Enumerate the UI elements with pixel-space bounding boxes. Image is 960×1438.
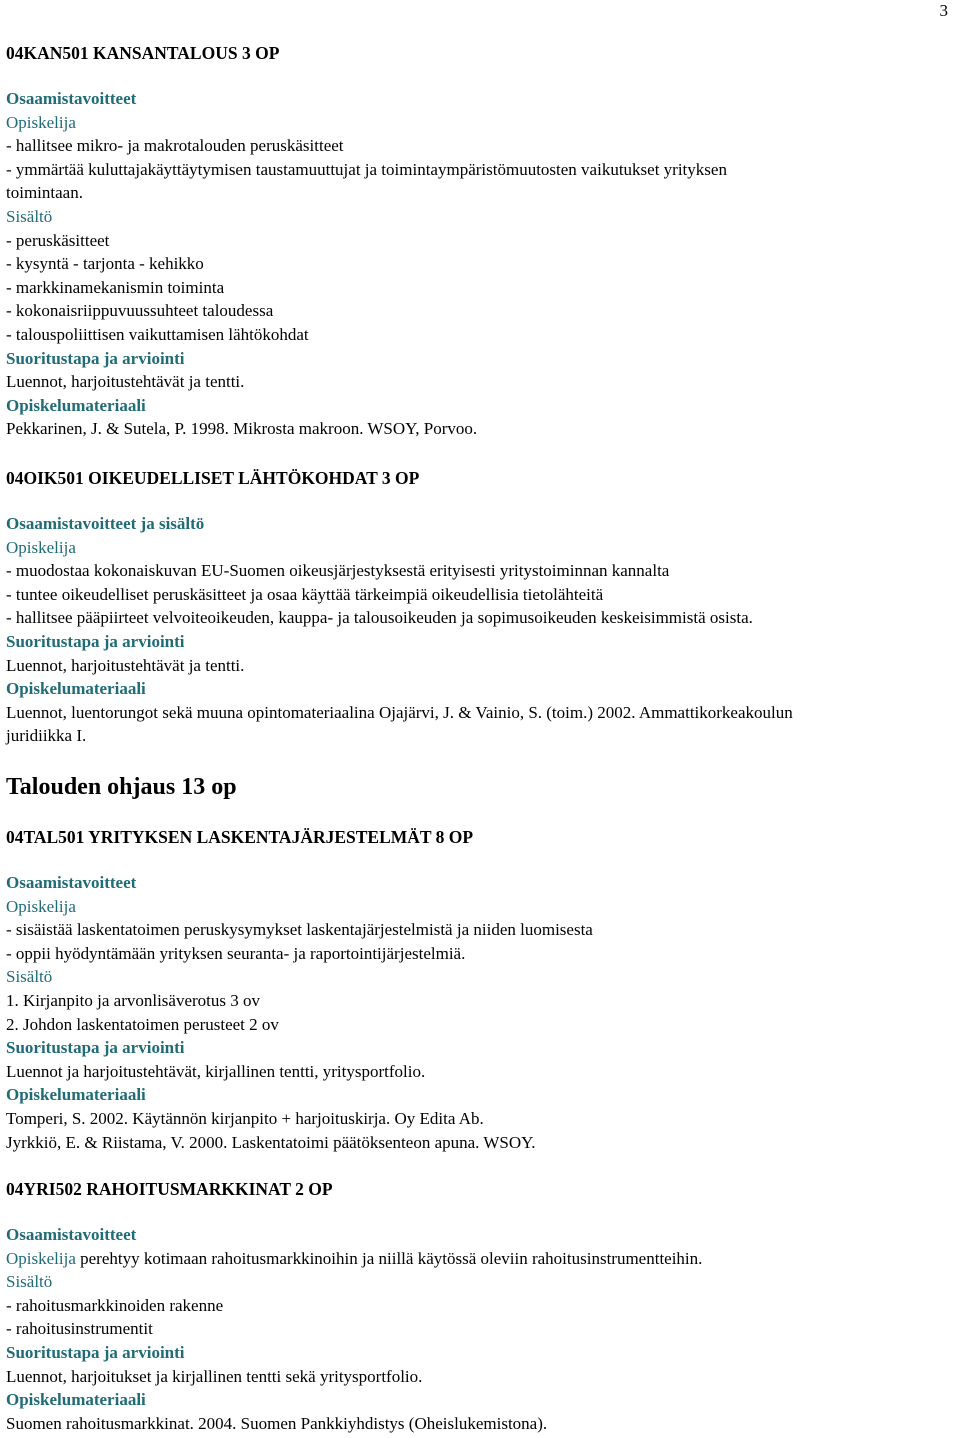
section-talouden-ohjaus (6, 771, 954, 803)
content-heading: Sisältö (6, 206, 53, 226)
assessment-heading: Suoritustapa ja arviointi (6, 1038, 185, 1058)
objective-text: perehtyy kotimaan rahoitusmarkkinoihin ja niillä käytössä oleviin rahoitusinstrumentteihin. (80, 1248, 703, 1268)
student-label: Opiskelija (6, 896, 76, 916)
assessment-heading: Suoritustapa ja arviointi (6, 348, 185, 368)
objectives-heading: Osaamistavoitteet (6, 1225, 137, 1244)
material-line: Pekkarinen, J. & Sutela, P. 1998. Mikrosta makroon. WSOY, Porvoo. (6, 419, 478, 439)
content-line: - markkinamekanismin toiminta (6, 277, 225, 297)
section-title: Talouden ohjaus 13 op (6, 774, 237, 800)
assessment-text: Luennot, harjoitukset ja kirjallinen tentti sekä yritysportfolio. (6, 1366, 423, 1386)
assessment-text: Luennot, harjoitustehtävät ja tentti. (6, 372, 245, 392)
material-line: Luennot, luentorungot sekä muuna opintomateriaalina Ojajärvi, J. & Vainio, S. (toim.) 2002. Ammattikorkeakoulun (6, 702, 793, 722)
objectives-heading: Osaamistavoitteet (6, 89, 137, 108)
assessment-text: Luennot ja harjoitustehtävät, kirjallinen tentti, yritysportfolio. (6, 1061, 426, 1081)
student-label: Opiskelija (6, 1248, 76, 1268)
assessment-text: Luennot, harjoitustehtävät ja tentti. (6, 655, 245, 675)
document-page (6, 0, 954, 1438)
objectives-heading: Osaamistavoitteet ja sisältö (6, 514, 205, 533)
student-label: Opiskelija (6, 537, 76, 557)
objective-line: - hallitsee mikro- ja makrotalouden peruskäsitteet (6, 136, 344, 156)
student-label: Opiskelija (6, 112, 76, 132)
content-line: - kokonaisriippuvuussuhteet taloudessa (6, 301, 274, 321)
course-title: 04YRI502 RAHOITUSMARKKINAT 2 OP (6, 1179, 333, 1199)
course-title: 04OIK501 OIKEUDELLISET LÄHTÖKOHDAT 3 OP (6, 468, 420, 488)
course-laskentajarjestelmat (6, 825, 954, 1154)
materials-heading: Opiskelumateriaali (6, 1390, 146, 1410)
course-rahoitusmarkkinat (6, 1177, 954, 1435)
objective-line: - sisäistää laskentatoimen peruskysymykset laskentajärjestelmistä ja niiden luomisesta (6, 920, 593, 940)
objectives-heading: Osaamistavoitteet (6, 873, 137, 892)
material-line: Suomen rahoitusmarkkinat. 2004. Suomen Pankkiyhdistys (Oheislukemistona). (6, 1413, 548, 1433)
objective-line: - tuntee oikeudelliset peruskäsitteet ja osaa käyttää tärkeimpiä oikeudellisia tietolähteitä (6, 584, 604, 604)
content-line: - rahoitusmarkkinoiden rakenne (6, 1295, 224, 1315)
course-title: 04TAL501 YRITYKSEN LASKENTAJÄRJESTELMÄT 8 OP (6, 827, 474, 847)
objective-line: - muodostaa kokonaiskuvan EU-Suomen oikeusjärjestyksestä erityisesti yritystoiminnan kannalta (6, 561, 670, 581)
materials-heading: Opiskelumateriaali (6, 679, 146, 699)
content-line: 1. Kirjanpito ja arvonlisäverotus 3 ov (6, 990, 261, 1010)
objective-line: toimintaan. (6, 183, 83, 203)
content-heading: Sisältö (6, 1272, 53, 1292)
content-line: - talouspoliittisen vaikuttamisen lähtökohdat (6, 324, 309, 344)
content-line: - peruskäsitteet (6, 230, 110, 250)
objective-line: - hallitsee pääpiirteet velvoiteoikeuden, kauppa- ja talousoikeuden ja sopimusoikeuden keskeisimmistä osista. (6, 608, 753, 628)
assessment-heading: Suoritustapa ja arviointi (6, 1342, 185, 1362)
assessment-heading: Suoritustapa ja arviointi (6, 631, 185, 651)
course-oikeudelliset (6, 466, 954, 748)
content-line: - kysyntä - tarjonta - kehikko (6, 254, 204, 274)
objective-line (6, 1247, 954, 1271)
objective-line: - oppii hyödyntämään yrityksen seuranta- ja raportointijärjestelmiä. (6, 943, 466, 963)
page-number: 3 (939, 1, 948, 20)
material-line: Jyrkkiö, E. & Riistama, V. 2000. Laskentatoimi päätöksenteon apuna. WSOY. (6, 1132, 536, 1152)
materials-heading: Opiskelumateriaali (6, 1085, 146, 1105)
course-title: 04KAN501 KANSANTALOUS 3 OP (6, 43, 280, 63)
content-line: 2. Johdon laskentatoimen perusteet 2 ov (6, 1014, 279, 1034)
objective-line: - ymmärtää kuluttajakäyttäytymisen taustamuuttujat ja toimintaympäristömuutosten vaikutukset yrityksen (6, 159, 727, 179)
material-line: juridiikka I. (6, 726, 87, 746)
content-line: - rahoitusinstrumentit (6, 1319, 153, 1339)
course-kansantalous (6, 41, 954, 441)
content-heading: Sisältö (6, 967, 53, 987)
materials-heading: Opiskelumateriaali (6, 395, 146, 415)
material-line: Tomperi, S. 2002. Käytännön kirjanpito + harjoituskirja. Oy Edita Ab. (6, 1108, 484, 1128)
